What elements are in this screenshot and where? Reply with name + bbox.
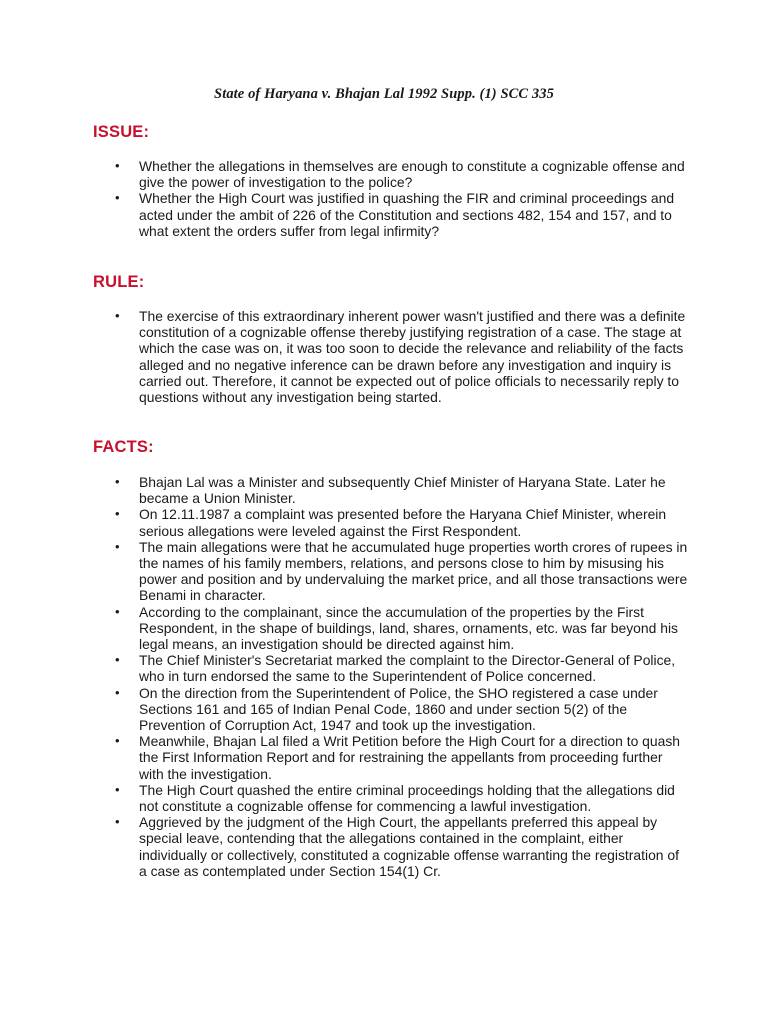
bullet-icon: • — [115, 506, 120, 522]
list-item: • Whether the allegations in themselves are enough to constitute a cognizable offense and give the power of investigation to the police? — [115, 158, 685, 191]
bullet-icon: • — [115, 538, 120, 554]
bullet-icon: • — [115, 603, 120, 619]
list-item: • Meanwhile, Bhajan Lal filed a Writ Petition before the High Court for a direction to quash the First Information Report and for restraining the appellants from proceeding further with the investigation. — [115, 733, 681, 782]
rule-list — [115, 308, 690, 405]
list-item: • Bhajan Lal was a Minister and subsequently Chief Minister of Haryana State. Later he became a Union Minister. — [115, 474, 666, 507]
list-item: • The exercise of this extraordinary inherent power wasn't justified and there was a definite constitution of a cognizable offense thereby justifying registration of a case. The stage at which the case was on, it was too soon to decide the relevance and reliability of the facts alleged and no negative inference can be drawn before any investigation and inquiry is carried out. Therefore, it cannot be expected out of police officials to necessarily reply to questions without any investigation being started. — [115, 308, 686, 406]
bullet-icon: • — [115, 733, 120, 749]
facts-list — [115, 474, 690, 879]
issue-list — [115, 158, 690, 239]
list-item: • The main allegations were that he accumulated huge properties worth crores of rupees in the names of his family members, relations, and persons close to him by misusing his power and position and by undervaluing the market price, and all those transactions were Benami in character. — [115, 538, 688, 604]
bullet-icon: • — [115, 781, 120, 797]
bullet-icon: • — [115, 158, 120, 173]
bullet-icon: • — [115, 652, 120, 668]
list-item: • On 12.11.1987 a complaint was presented before the Haryana Chief Minister, wherein serious allegations were leveled against the First Respondent. — [115, 506, 667, 539]
bullet-icon: • — [115, 190, 120, 206]
list-item: • The High Court quashed the entire criminal proceedings holding that the allegations did not constitute a cognizable offense for commencing a lawful investigation. — [115, 781, 675, 815]
list-item: • On the direction from the Superintendent of Police, the SHO registered a case under Sections 161 and 165 of Indian Penal Code, 1860 and under section 5(2) of the Prevention of Corruption Act, 1947 and took up the investigation. — [115, 684, 658, 734]
list-item: • Whether the High Court was justified in quashing the FIR and criminal proceedings and acted under the ambit of 226 of the Constitution and sections 482, 154 and 157, and to what extent the orders suffer from legal infirmity? — [115, 190, 675, 239]
bullet-icon: • — [115, 814, 120, 830]
case-title: State of Haryana v. Bhajan Lal 1992 Supp. (1) SCC 335 — [214, 86, 554, 102]
bullet-icon: • — [115, 474, 120, 489]
rule-heading: RULE: — [93, 273, 145, 291]
list-item: • According to the complainant, since the accumulation of the properties by the First Respondent, in the shape of buildings, land, shares, ornaments, etc. was far beyond his legal means, an investigation should be directed against him. — [115, 603, 678, 653]
list-item: • Aggrieved by the judgment of the High Court, the appellants preferred this appeal by special leave, contending that the allegations contained in the complaint, either individually or collectively, constituted a cognizable offense warranting the registration of a case as contemplated under Section 154(1) Cr. — [115, 814, 679, 879]
list-item: • The Chief Minister's Secretariat marked the complaint to the Director-General of Police, who in turn endorsed the same to the Superintendent of Police concerned. — [115, 652, 676, 685]
bullet-icon: • — [115, 308, 120, 323]
facts-heading: FACTS: — [93, 438, 154, 456]
bullet-icon: • — [115, 684, 120, 700]
issue-heading: ISSUE: — [93, 123, 150, 141]
